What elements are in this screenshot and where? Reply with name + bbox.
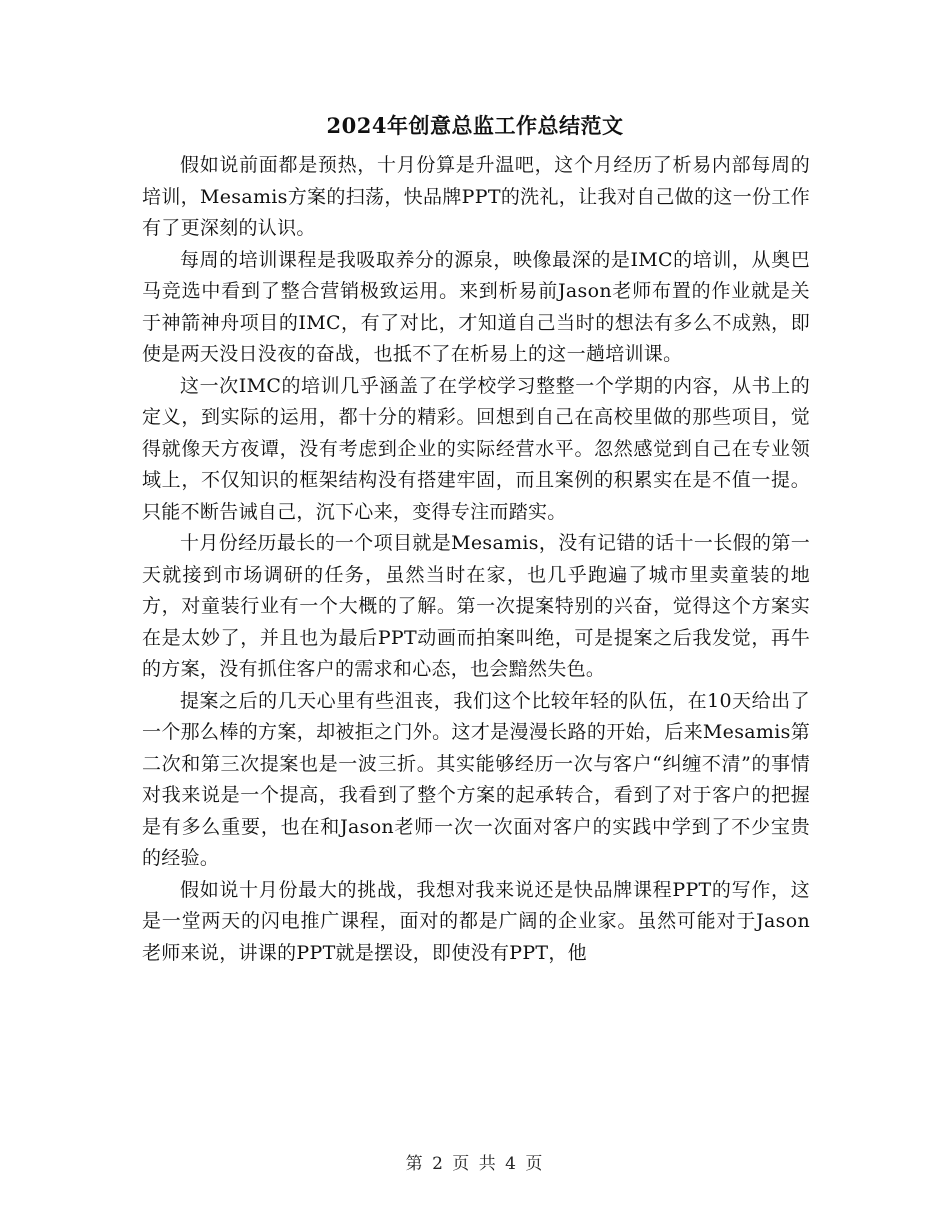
paragraph: 每周的培训课程是我吸取养分的源泉，映像最深的是IMC的培训，从奥巴马竞选中看到了整合营销极致运用。来到析易前Jason老师布置的作业就是关于神箭神舟项目的IMC，有了对比，才知道自己当时的想法有多么不成熟，即使是两天没日没夜的奋战，也抵不了在析易上的这一趟培训课。 bbox=[142, 248, 810, 365]
page-number-footer: 第 2 页 共 4 页 bbox=[405, 1154, 545, 1174]
paragraph: 十月份经历最长的一个项目就是Mesamis，没有记错的话十一长假的第一天就接到市场调研的任务，虽然当时在家，也几乎跑遍了城市里卖童装的地方，对童装行业有一个大概的了解。第一次提案特别的兴奋，觉得这个方案实在是太妙了，并且也为最后PPT动画而拍案叫绝，可是提案之后我发觉，再牛的方案，没有抓住客户的需求和心态，也会黯然失色。 bbox=[142, 532, 810, 680]
paragraph: 这一次IMC的培训几乎涵盖了在学校学习整整一个学期的内容，从书上的定义，到实际的运用，都十分的精彩。回想到自己在高校里做的那些项目，觉得就像天方夜谭，没有考虑到企业的实际经营水平。忽然感觉到自己在专业领域上，不仅知识的框架结构没有搭建牢固，而且案例的积累实在是不值一提。只能不断告诫自己，沉下心来，变得专注而踏实。 bbox=[142, 374, 810, 523]
paragraph: 提案之后的几天心里有些沮丧，我们这个比较年轻的队伍，在10天给出了一个那么棒的方案，却被拒之门外。这才是漫漫长路的开始，后来Mesamis第二次和第三次提案也是一波三折。其实能够经历一次与客户“纠缠不清”的事情对我来说是一个提高，我看到了整个方案的起承转合，看到了对于客户的把握是有多么重要，也在和Jason老师一次一次面对客户的实践中学到了不少宝贵的经验。 bbox=[142, 689, 810, 869]
document-title: 2024年创意总监工作总结范文 bbox=[326, 113, 624, 138]
paragraph: 假如说十月份最大的挑战，我想对我来说还是快品牌课程PPT的写作，这是一堂两天的闪电推广课程，面对的都是广阔的企业家。虽然可能对于Jason老师来说，讲课的PPT就是摆设，即使没有PPT，他 bbox=[142, 878, 810, 964]
document-body bbox=[142, 150, 810, 969]
paragraph: 假如说前面都是预热，十月份算是升温吧，这个月经历了析易内部每周的培训，Mesamis方案的扫荡，快品牌PPT的洗礼，让我对自己做的这一份工作有了更深刻的认识。 bbox=[142, 154, 810, 239]
